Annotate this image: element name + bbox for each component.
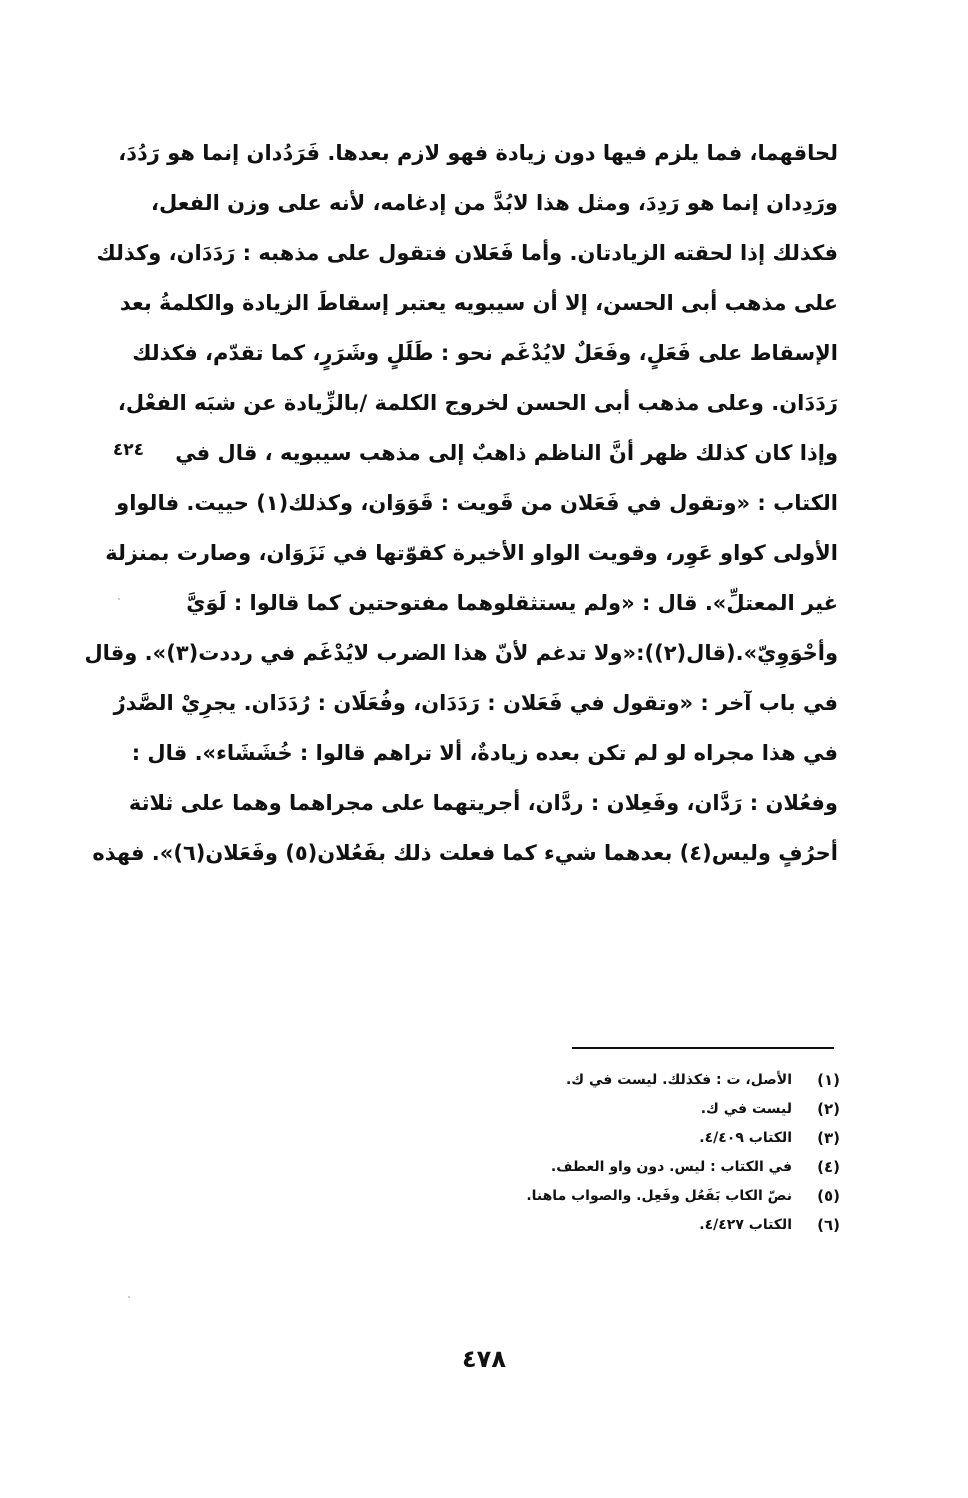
footnote-item (380, 1124, 840, 1153)
text-line-5: الإسقاط على فَعَلٍ، وفَعَلٌ لايُدْغَم نحو : طَلَلٍ وشَرَرٍ، كما تقدّم، فكذلك (132, 341, 838, 365)
footnote-number: (٣) (817, 1129, 840, 1147)
footnote-item (380, 1066, 840, 1095)
text-line-9: الأولى كواو عَوِر، وقويت الواو الأخيرة كقوّتها في نَزَوَان، وصارت بمنزلة (105, 541, 838, 565)
scan-speck (118, 598, 120, 600)
text-line-3: فكذلك إذا لحقته الزيادتان. وأما فَعَلان فتقول على مذهبه : رَدَدَان، وكذلك (96, 241, 838, 265)
text-line-4: على مذهب أبى الحسن، إلا أن سيبويه يعتبر إسقاطَ الزيادة والكلمةُ بعد (119, 291, 838, 315)
text-line-11: وأحْوَوِيّ».(قال(٢)):«ولا تدغم لأنّ هذا الضرب لايُدْغَم في رددت(٣)». وقال (84, 641, 838, 665)
text-line-7: وإذا كان كذلك ظهر أنَّ الناظم ذاهبٌ إلى مذهب سيبويه ، قال في (175, 441, 838, 465)
footnote-item (380, 1211, 840, 1240)
text-line-13: في هذا مجراه لو لم تكن بعده زيادةٌ، ألا تراهم قالوا : خُشَشَاء». قال : (131, 741, 838, 765)
footnote-text: نصّ الكاب بَفَعُل وفَعِل. والصواب ماهنا. (526, 1188, 792, 1204)
text-line-14: وفعُلان : رَدَّان، وفَعِلان : ردَّان، أجريتهما على مجراهما وهما على ثلاثة (128, 791, 838, 815)
text-line-1: لحاقهما، فما يلزم فيها دون زيادة فهو لازم بعدها. فَرَدُدان إنما هو رَدُدَ، (118, 141, 838, 165)
text-line-12: في باب آخر : «وتقول في فَعَلان : رَدَدَان، وفُعَلَان : رُدَدَان. يجرِيْ الصَّدرُ (113, 691, 838, 715)
footnote-number: (٤) (817, 1158, 840, 1176)
footnote-text: الأصل، ت : فكذلك. ليست في ك. (565, 1072, 792, 1088)
page-number: ٤٧٨ (462, 1345, 506, 1373)
scan-speck (128, 1296, 130, 1298)
footnote-item (380, 1153, 840, 1182)
footnotes-list (380, 1066, 840, 1240)
manuscript-folio-number: ٤٢٤ (112, 440, 144, 460)
footnote-divider (572, 1047, 834, 1049)
text-line-15: أحرُفٍ وليس(٤) بعدهما شيء كما فعلت ذلك بفَعُلان(٥) وفَعَلان(٦)». فهذه (92, 841, 838, 865)
footnote-text: الكتاب ٤/٤٠٩. (699, 1130, 792, 1146)
text-line-2: ورَدِدان إنما هو رَدِدَ، ومثل هذا لابُدَّ من إدغامه، لأنه على وزن الفعل، (151, 191, 838, 215)
text-line-6: رَدَدَان. وعلى مذهب أبى الحسن لخروج الكلمة /بالزِّيادة عن شبَه الفعْل، (117, 391, 838, 415)
footnote-number: (٥) (817, 1187, 840, 1205)
footnote-text: في الكتاب : ليس. دون واو العطف. (550, 1159, 792, 1175)
text-line-8: الكتاب : «وتقول في فَعَلان من قَويت : قَوَوَان، وكذلك(١) حييت. فالواو (116, 491, 838, 515)
footnote-number: (١) (817, 1071, 840, 1089)
footnote-text: الكتاب ٤/٤٢٧. (699, 1217, 792, 1233)
footnote-number: (٢) (817, 1100, 840, 1118)
footnote-item (380, 1095, 840, 1124)
footnote-text: ليست في ك. (700, 1101, 792, 1117)
footnote-number: (٦) (817, 1216, 840, 1234)
text-line-10: غير المعتلِّ». قال : «ولم يستثقلوهما مفتوحتين كما قالوا : لَوَيَّ (186, 591, 838, 615)
footnote-item (380, 1182, 840, 1211)
